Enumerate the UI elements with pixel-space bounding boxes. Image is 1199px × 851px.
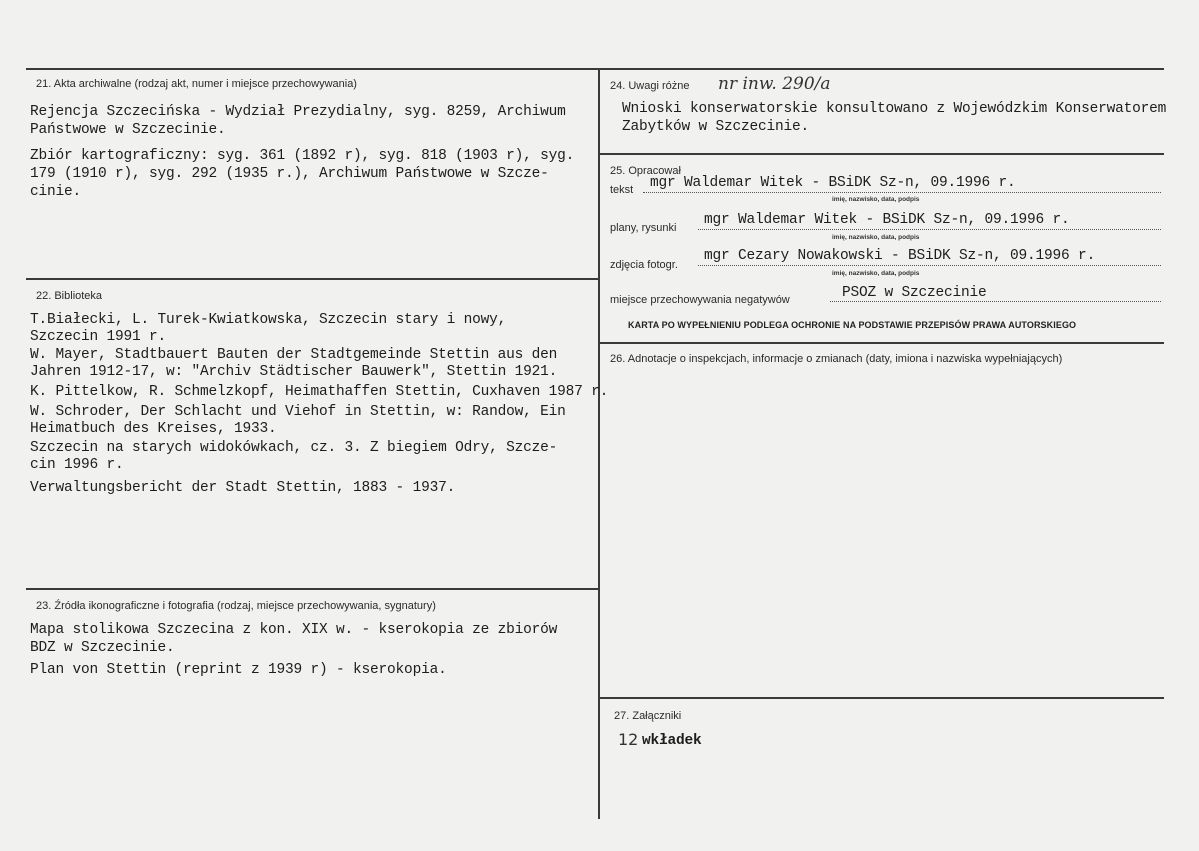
text-author-dotted-line [643,192,1161,193]
text-author-value: mgr Waldemar Witek - BSiDK Sz-n, 09.1996 r. [650,175,1016,191]
section-23-line: Mapa stolikowa Szczecina z kon. XIX w. - kserokopia ze zbiorów [30,622,558,638]
attachments-value: wkładek [642,733,702,749]
section-22-line: Verwaltungsbericht der Stadt Stettin, 1883 - 1937. [30,480,456,496]
section-23-line: BDZ w Szczecinie. [30,640,175,656]
negatives-label: miejsce przechowywania negatywów [610,294,790,306]
section-22-line: Heimatbuch des Kreises, 1933. [30,421,277,437]
section-21-line: Rejencja Szczecińska - Wydział Prezydialny, syg. 8259, Archiwum [30,104,566,120]
inventory-number-handwritten: nr inw. 290/a [718,74,831,94]
photos-author-label: zdjęcia fotogr. [610,259,678,271]
attachments-count-handwritten: 12 [618,730,639,749]
drawings-author-dotted-line [698,229,1161,230]
rule-25-26 [599,342,1164,344]
section-22-line: cin 1996 r. [30,457,124,473]
section-23-line: Plan von Stettin (reprint z 1939 r) - kserokopia. [30,662,447,678]
section-24-label: 24. Uwagi różne [610,80,690,92]
section-22-line: K. Pittelkow, R. Schmelzkopf, Heimathaffen Stettin, Cuxhaven 1987 r. [30,384,609,400]
photos-author-value: mgr Cezary Nowakowski - BSiDK Sz-n, 09.1996 r. [704,248,1096,264]
drawings-author-caption: imię, nazwisko, data, podpis [832,234,920,241]
section-21-line: cinie. [30,184,82,200]
section-23-label: 23. Źródła ikonograficzne i fotografia (rodzaj, miejsce przechowywania, sygnatury) [36,600,436,612]
section-22-line: Szczecin na starych widokówkach, cz. 3. Z biegiem Odry, Szcze- [30,440,558,456]
section-22-label: 22. Biblioteka [36,290,103,302]
negatives-dotted-line [830,301,1161,302]
center-divider [598,69,600,819]
section-24-line: Wnioski konserwatorskie konsultowano z Wojewódzkim Konserwatorem [622,101,1167,117]
section-22-line: Szczecin 1991 r. [30,329,167,345]
section-21-line: Zbiór kartograficzny: syg. 361 (1892 r), syg. 818 (1903 r), syg. [30,148,575,164]
photos-author-dotted-line [698,265,1161,266]
section-24-line: Zabytków w Szczecinie. [622,119,810,135]
top-rule [26,68,1164,70]
photos-author-caption: imię, nazwisko, data, podpis [832,270,920,277]
section-25-label: 25. Opracował [610,165,681,177]
section-26-label: 26. Adnotacje o inspekcjach, informacje o zmianach (daty, imiona i nazwiska wypełniających) [610,353,1063,365]
text-author-label: tekst [610,184,634,196]
rule-24-25 [599,153,1164,155]
rule-22-23 [26,588,599,590]
section-21-line: Państwowe w Szczecinie. [30,122,226,138]
rule-21-22 [26,278,599,280]
section-22-line: W. Schroder, Der Schlacht und Viehof in Stettin, w: Randow, Ein [30,404,566,420]
copyright-note: KARTA PO WYPEŁNIENIU PODLEGA OCHRONIE NA PODSTAWIE PRZEPISÓW PRAWA AUTORSKIEGO [628,320,1077,330]
section-21-line: 179 (1910 r), syg. 292 (1935 r.), Archiwum Państwowe w Szcze- [30,166,549,182]
section-22-line: T.Białecki, L. Turek-Kwiatkowska, Szczecin stary i nowy, [30,312,507,328]
drawings-author-value: mgr Waldemar Witek - BSiDK Sz-n, 09.1996 r. [704,212,1070,228]
section-22-line: Jahren 1912-17, w: "Archiv Städtischer Bauwerk", Stettin 1921. [30,364,558,380]
drawings-author-label: plany, rysunki [610,222,677,234]
section-21-label: 21. Akta archiwalne (rodzaj akt, numer i miejsce przechowywania) [36,78,357,90]
section-22-line: W. Mayer, Stadtbauert Bauten der Stadtgemeinde Stettin aus den [30,347,558,363]
rule-26-27 [599,697,1164,699]
section-27-label: 27. Załączniki [614,710,682,722]
text-author-caption: imię, nazwisko, data, podpis [832,196,920,203]
negatives-value: PSOZ w Szczecinie [842,285,987,301]
